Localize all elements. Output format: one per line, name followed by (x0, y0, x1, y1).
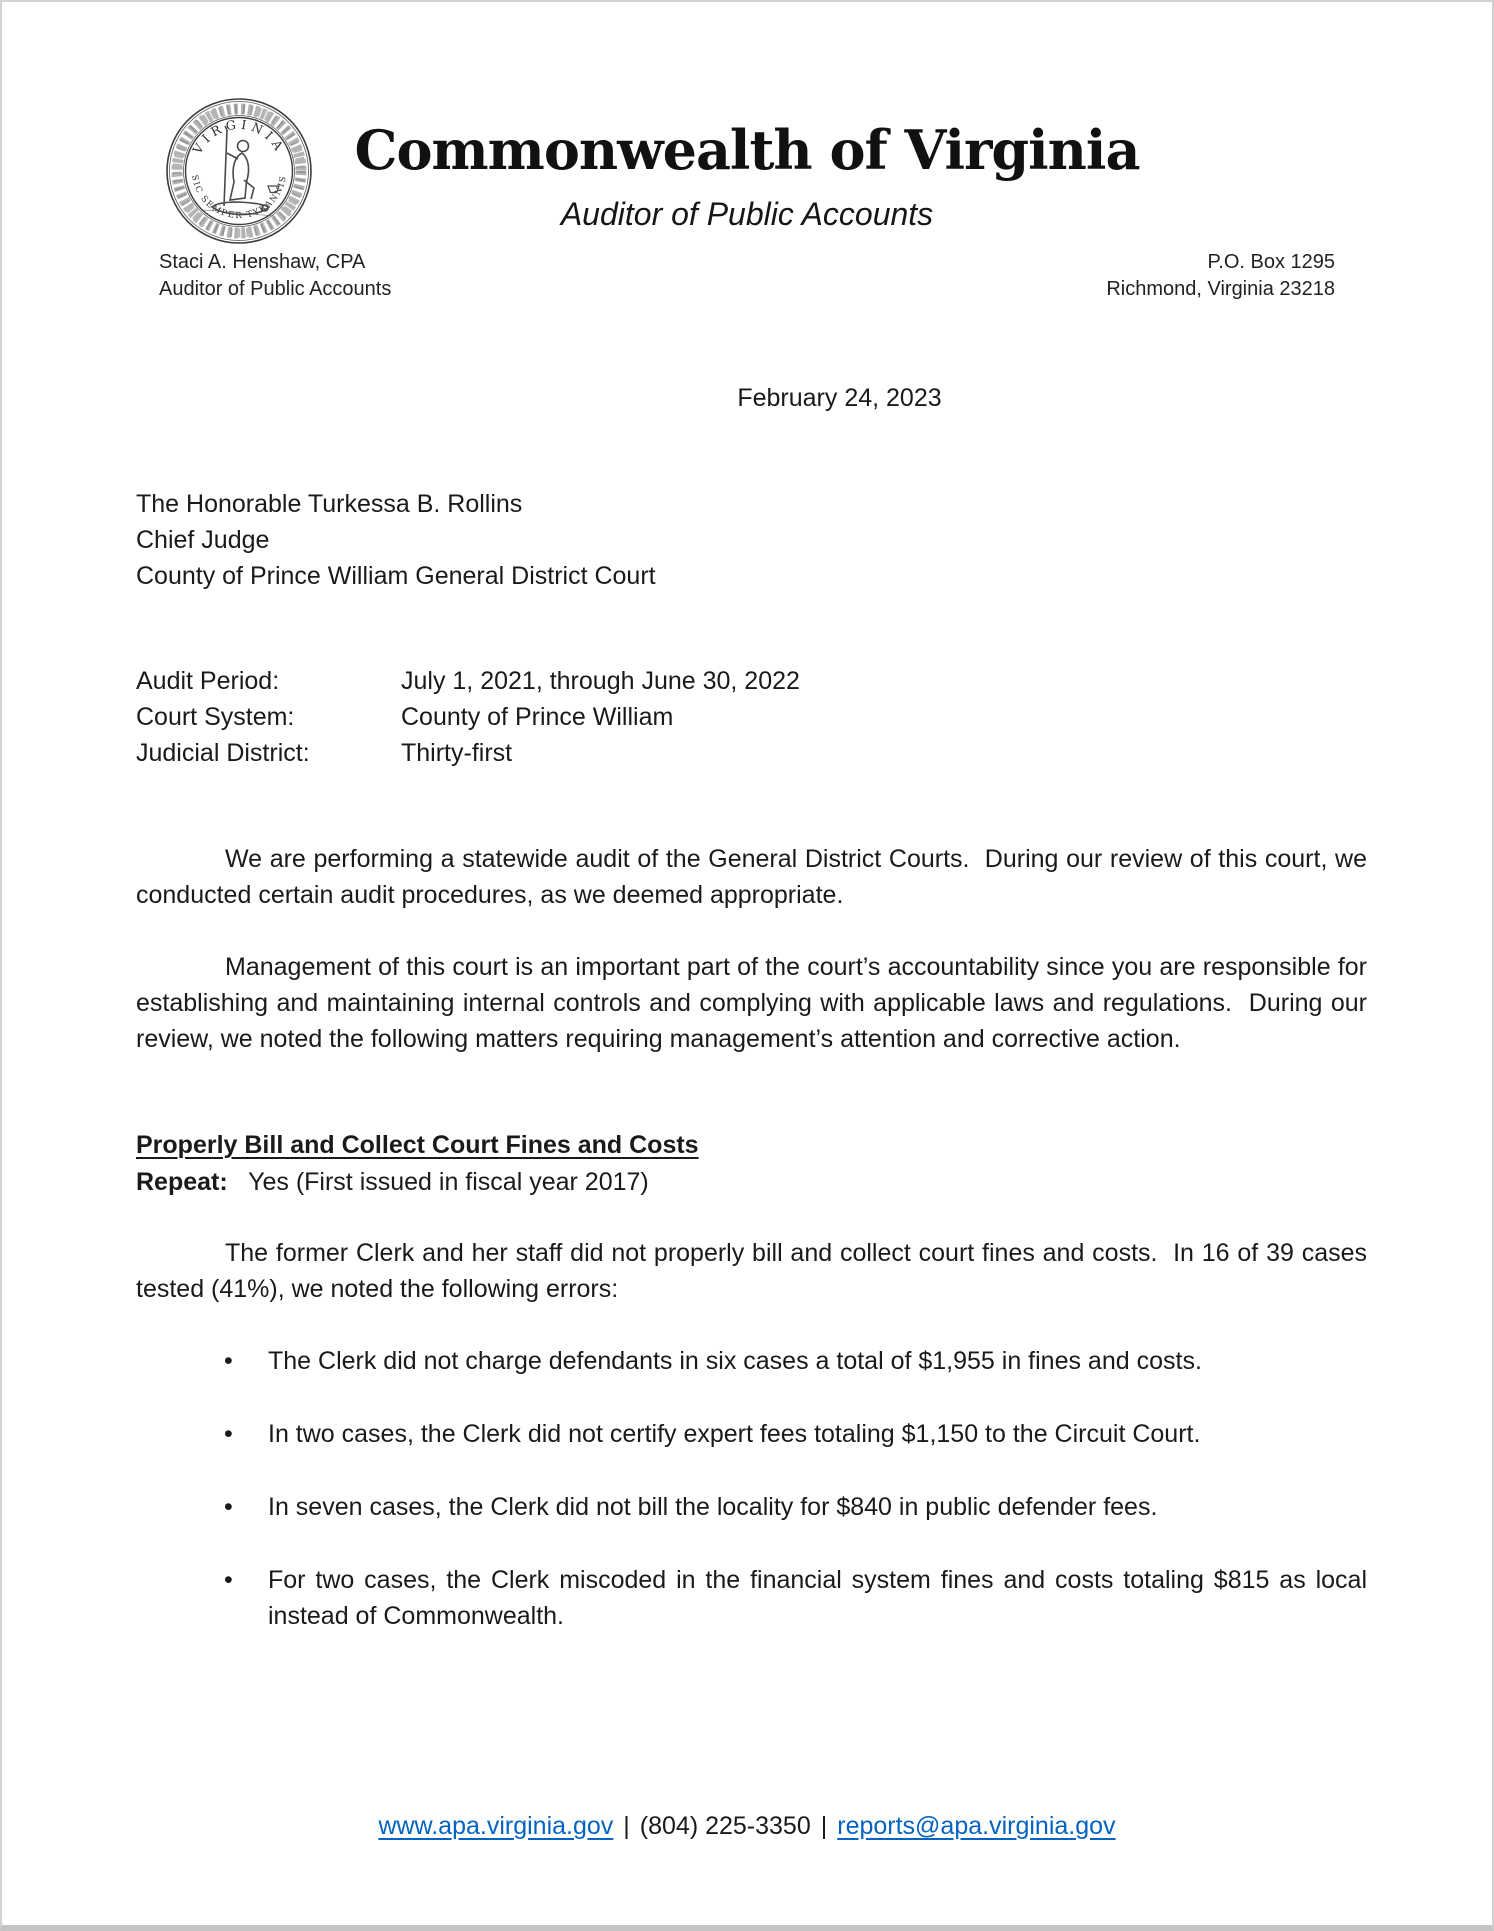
audit-info-table (136, 663, 1367, 771)
finding-bullet: • The Clerk did not charge defendants in six cases a total of $1,955 in fines and costs. (136, 1343, 1367, 1379)
seal-bottom-text: SIC SEMPER TYRANNIS (189, 174, 289, 222)
official-name: Staci A. Henshaw, CPA (159, 251, 366, 273)
finding-heading (136, 1127, 1367, 1163)
footer-separator: | (623, 1812, 630, 1840)
body-paragraph: We are performing a statewide audit of the General District Courts. During our review of this court, we conducted certain audit procedures, as we deemed appropriate. (136, 845, 1374, 909)
judicial-district-label: Judicial District: (136, 739, 310, 767)
finding-bullet: • For two cases, the Clerk miscoded in the financial system fines and costs totaling $815 as local instead of Commonwealth. (136, 1562, 1367, 1634)
audit-info-row (136, 735, 1367, 771)
finding-intro: The former Clerk and her staff did not properly bill and collect court fines and costs. In 16 of 39 cases tested (41%), we noted the following errors: (136, 1239, 1374, 1303)
email-link[interactable]: reports@apa.virginia.gov (837, 1812, 1116, 1840)
footer-separator: | (820, 1812, 828, 1840)
recipient-line: Chief Judge (136, 526, 270, 554)
address-line-1: P.O. Box 1295 (1207, 251, 1335, 273)
letter-body (136, 2, 1374, 1925)
audit-info-row (136, 699, 1367, 735)
recipient-line: County of Prince William General District Court (136, 562, 656, 590)
body-paragraph: Management of this court is an important part of the court’s accountability since you are responsible for establishing and maintaining internal controls and complying with applicable laws and regulations. During our review, we noted the following matters requiring management’s attention and corrective action. (136, 953, 1374, 1053)
repeat-value: Yes (First issued in fiscal year 2017) (248, 1168, 649, 1196)
finding-bullet: • In seven cases, the Clerk did not bill the locality for $840 in public defender fees. (136, 1489, 1367, 1525)
court-system-value: County of Prince William (401, 703, 674, 731)
org-subtitle: Auditor of Public Accounts (560, 196, 934, 232)
recipient-block (136, 486, 1367, 594)
judicial-district-value: Thirty-first (401, 739, 513, 767)
repeat-label: Repeat: (136, 1168, 228, 1196)
phone-number: (804) 225-3350 (639, 1812, 811, 1840)
letter-date: February 24, 2023 (737, 384, 942, 412)
audit-info-row (136, 663, 1367, 699)
finding-bullet: • In two cases, the Clerk did not certify expert fees totaling $1,150 to the Circuit Court. (136, 1416, 1367, 1452)
court-system-label: Court System: (136, 703, 295, 731)
audit-period-value: July 1, 2021, through June 30, 2022 (401, 667, 800, 695)
website-link[interactable]: www.apa.virginia.gov (378, 1812, 614, 1840)
address-line-2: Richmond, Virginia 23218 (1106, 278, 1335, 300)
finding-heading-text: Properly Bill and Collect Court Fines and Costs (136, 1131, 699, 1159)
finding-bullet-list (136, 1343, 1367, 1671)
official-title: Auditor of Public Accounts (159, 278, 392, 300)
recipient-line: The Honorable Turkessa B. Rollins (136, 490, 523, 518)
seal-top-text: VIRGINIA (189, 116, 289, 157)
repeat-line (136, 1164, 1367, 1200)
letter-footer (2, 1808, 1492, 1844)
org-title: Commonwealth of Virginia (354, 118, 1140, 182)
audit-period-label: Audit Period: (136, 667, 280, 695)
